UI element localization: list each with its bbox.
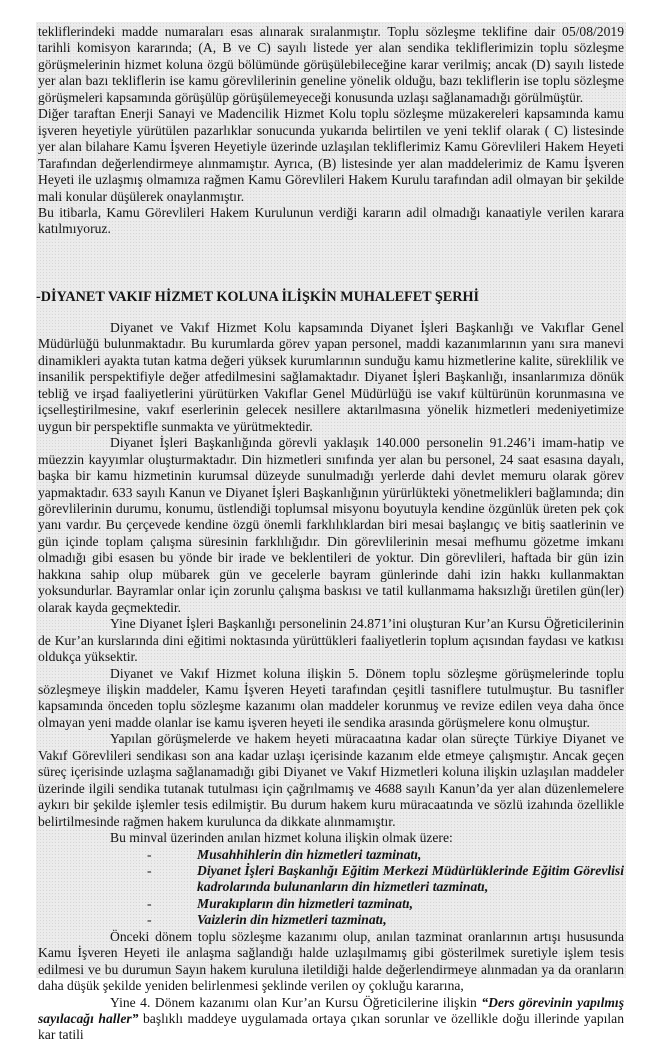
bullet-dash: - xyxy=(147,862,152,878)
list-item xyxy=(145,912,624,928)
bullet-dash: - xyxy=(147,895,152,911)
bullet-dash: - xyxy=(147,846,152,862)
list-item-text: Vaizlerin din hizmetleri tazminatı, xyxy=(197,912,387,928)
list-item xyxy=(145,847,624,863)
list-item xyxy=(145,863,624,896)
bullet-list xyxy=(38,847,624,929)
paragraph: Önceki dönem toplu sözleşme kazanımı olup, anılan tazminat oranlarının artışı hususunda Kamu İşveren Heyeti ile anlaşma sağlandığı halde uzlaşılmamış gibi gösterilmek suretiyle işlem tesis edilmesi ve bu durumun Sayın hakem kuruluna iletildiği halde değerlendirmeye alınmadan ya da oranların daha düşük şekilde yeniden belirlenmesi şeklinde verilen oy çokluğu kararına, xyxy=(38,928,624,994)
text-block-intro xyxy=(38,24,624,238)
bullet-dash: - xyxy=(147,912,152,928)
paragraph-text: başlıklı maddeye uygulamada ortaya çıkan sorunlar ve özellikle doğu illerinde yapılan kar tatili xyxy=(38,1011,624,1043)
paragraph: Bu minval üzerinden anılan hizmet koluna ilişkin olmak üzere: xyxy=(110,830,453,846)
text-block-section xyxy=(38,320,624,1044)
paragraph: Yapılan görüşmelerde ve hakem heyeti müracaatına kadar olan süreçte Türkiye Diyanet ve Vakıf Görevlileri sendikası son ana kadar uzlaşı içerisinde kazanım elde etmeye çalışmıştır. Ancak geçen süreç içerisinde uzlaşma sağlanamadığı gibi Diyanet ve Vakıf Hizmetleri koluna ilişkin uzlaşılan maddeler üzerinde ilgili sendika tutanak tutulması için çağrılmamış ve 4688 sayılı Kanun’da yer alan düzenlemelere aykırı bir şekilde işlemler tesis edilmiştir. Bu durum hakem kuru müracaatında ve sözlü izahında özellikle belirtilmesinde rağmen hakem kurulunca da dikkate alınmamıştır. xyxy=(38,731,624,829)
list-item xyxy=(145,896,624,912)
paragraph-text: Yine 4. Dönem kazanımı olan Kur’an Kursu Öğreticilerine ilişkin xyxy=(110,994,482,1010)
list-item-text: Diyanet İşleri Başkanlığı Eğitim Merkezi Müdürlüklerinde Eğitim Görevlisi kadrolarında bulunanların din hizmetleri tazminatı, xyxy=(197,862,624,895)
paragraph xyxy=(38,995,624,1044)
section-heading: -DİYANET VAKIF HİZMET KOLUNA İLİŞKİN MUHALEFET ŞERHİ xyxy=(36,289,480,305)
paragraph: Diyanet ve Vakıf Hizmet Kolu kapsamında Diyanet İşleri Başkanlığı ve Vakıflar Genel Müdürlüğü bulunmaktadır. Bu kurumlarda görev yapan personel, maddi kazanımlarının yanı sıra manevi dinamikleri ayakta tutan katma değeri yüksek kurumlarının sunduğu kamu hizmetlerine kalite, süreklilik ve insanilik perspektifiyle değer atfedilmesini sağlamaktadır. Diyanet İşleri Başkanlığı, insanlarımıza dönük tebliğ ve irşad faaliyetlerini yürütürken Vakıflar Genel Müdürlüğü ise vakıf kültürünün korunmasına ve içselleştirilmesine, vakıf eserlerinin gelecek nesillere aktarılmasına yönelik hizmetleri medeniyetimize uygun bir perspektifle sunmakta ve yürütmektedir. xyxy=(38,320,624,434)
quoted-title: “Ders görevinin yapılmış sayılacağı haller” xyxy=(38,994,624,1027)
paragraph: Diğer taraftan Enerji Sanayi ve Madencilik Hizmet Kolu toplu sözleşme müzakereleri kapsamında kamu işveren heyetiyle yürütülen pazarlıklar sonucunda yukarıda belirtilen ve yeni teklif olarak ( C) listesinde yer alan bilahare Kamu İşveren Heyetiyle üzerinde uzlaşılan tekliflerimiz Kamu Görevlileri Hakem Heyeti Tarafından değerlendirmeye alınmamıştır. Ayrıca, (B) listesinde yer alan maddelerimiz de Kamu İşveren Heyeti ile uzlaşmış olmamıza rağmen Kamu Görevlileri Hakem Kurulu tarafından adil olmayan bir şekilde mali konular düşülerek onaylanmıştır. xyxy=(38,106,624,204)
paragraph: Diyanet İşleri Başkanlığında görevli yaklaşık 140.000 personelin 91.246’i imam-hatip ve müezzin kayyımlar oluşturmaktadır. Din hizmetleri sınıfında yer alan bu personel, 24 saat esasına dayalı, başka bir kamu hizmetinin kurumsal düzeyde sunulmadığı yerlerde dahi devlet memuru olarak görev yapmaktadır. 633 sayılı Kanun ve Diyanet İşleri Başkanlığının yürürlükteki yönetmelikleri bağlamında; din görevlilerinin durumu, konumu, üstlendiği toplumsal misyonu boyutuyla kendine özgünlük üreten pek çok yanı vardır. Bu çerçevede kendine özgü önemli farklılıklardan biri mesai başlangıç ve bitiş saatlerinin ve gün içinde toplam çalışma süresinin farklılığıdır. Din görevlilerinin mesai mefhumu gözetme imkanı olmadığı gibi esasen bu yönde bir irade ve beklentileri de yoktur. Din görevlileri, haftada bir gün izin hakkına sahip olup mübarek gün ve gecelerle bayram günlerinde dahi izin hakkı kullanmaktan yoksundurlar. Bayramlar onlar için zorunlu çalışma baskısı ve tatil kullanmama haksızlığı üretilen gün(ler) olarak kayda geçmektedir. xyxy=(38,435,624,615)
paragraph: Diyanet ve Vakıf Hizmet koluna ilişkin 5. Dönem toplu sözleşme görüşmelerinde toplu sözleşmeye ilişkin maddeler, Kamu İşveren Heyeti tarafından çeşitli tasniflere tutulmuştur. Bu tasnifler kapsamında önceden toplu sözleşme kazanımı olan maddeler korunmuş ve revize edilen veya daha önce olmayan yeni madde olanlar ise kamu işveren heyeti ile sendika arasında görüşmelere konu olmuştur. xyxy=(38,665,624,730)
list-item-text: Murakıpların din hizmetleri tazminatı, xyxy=(197,895,414,911)
paragraph: tekliflerindeki madde numaraları esas alınarak sıralanmıştır. Toplu sözleşme teklifine dair 05/08/2019 tarihli komisyon kararında; (A, B ve C) sayılı listede yer alan sendika tekliflerimizin toplu sözleşme görüşmelerinin hizmet koluna özgü bölümünde görüşülebileceğine karar verilmiş; ancak (D) sayılı listede yer alan bazı tekliflerin ise kamu görevlilerinin geneline yönelik olduğu, bazı tekliflerin ise toplu sözleşme görüşmeleri kapsamında görüşülüp görüşülemeyeceği konusunda uzlaşı sağlanamadığı görülmüştür. xyxy=(38,24,624,105)
paragraph: Yine Diyanet İşleri Başkanlığı personelinin 24.871’ini oluşturan Kur’an Kursu Öğreticilerinin de Kur’an kurslarında dini eğitimi noktasında yürüttükleri faaliyetlerin toplum açısından faydası ve katkısı oldukça yüksektir. xyxy=(38,616,624,665)
paragraph: Bu itibarla, Kamu Görevlileri Hakem Kurulunun verdiği kararın adil olmadığı kanaatiyle verilen karara katılmıyoruz. xyxy=(38,204,624,237)
list-item-text: Musahhihlerin din hizmetleri tazminatı, xyxy=(197,846,422,862)
